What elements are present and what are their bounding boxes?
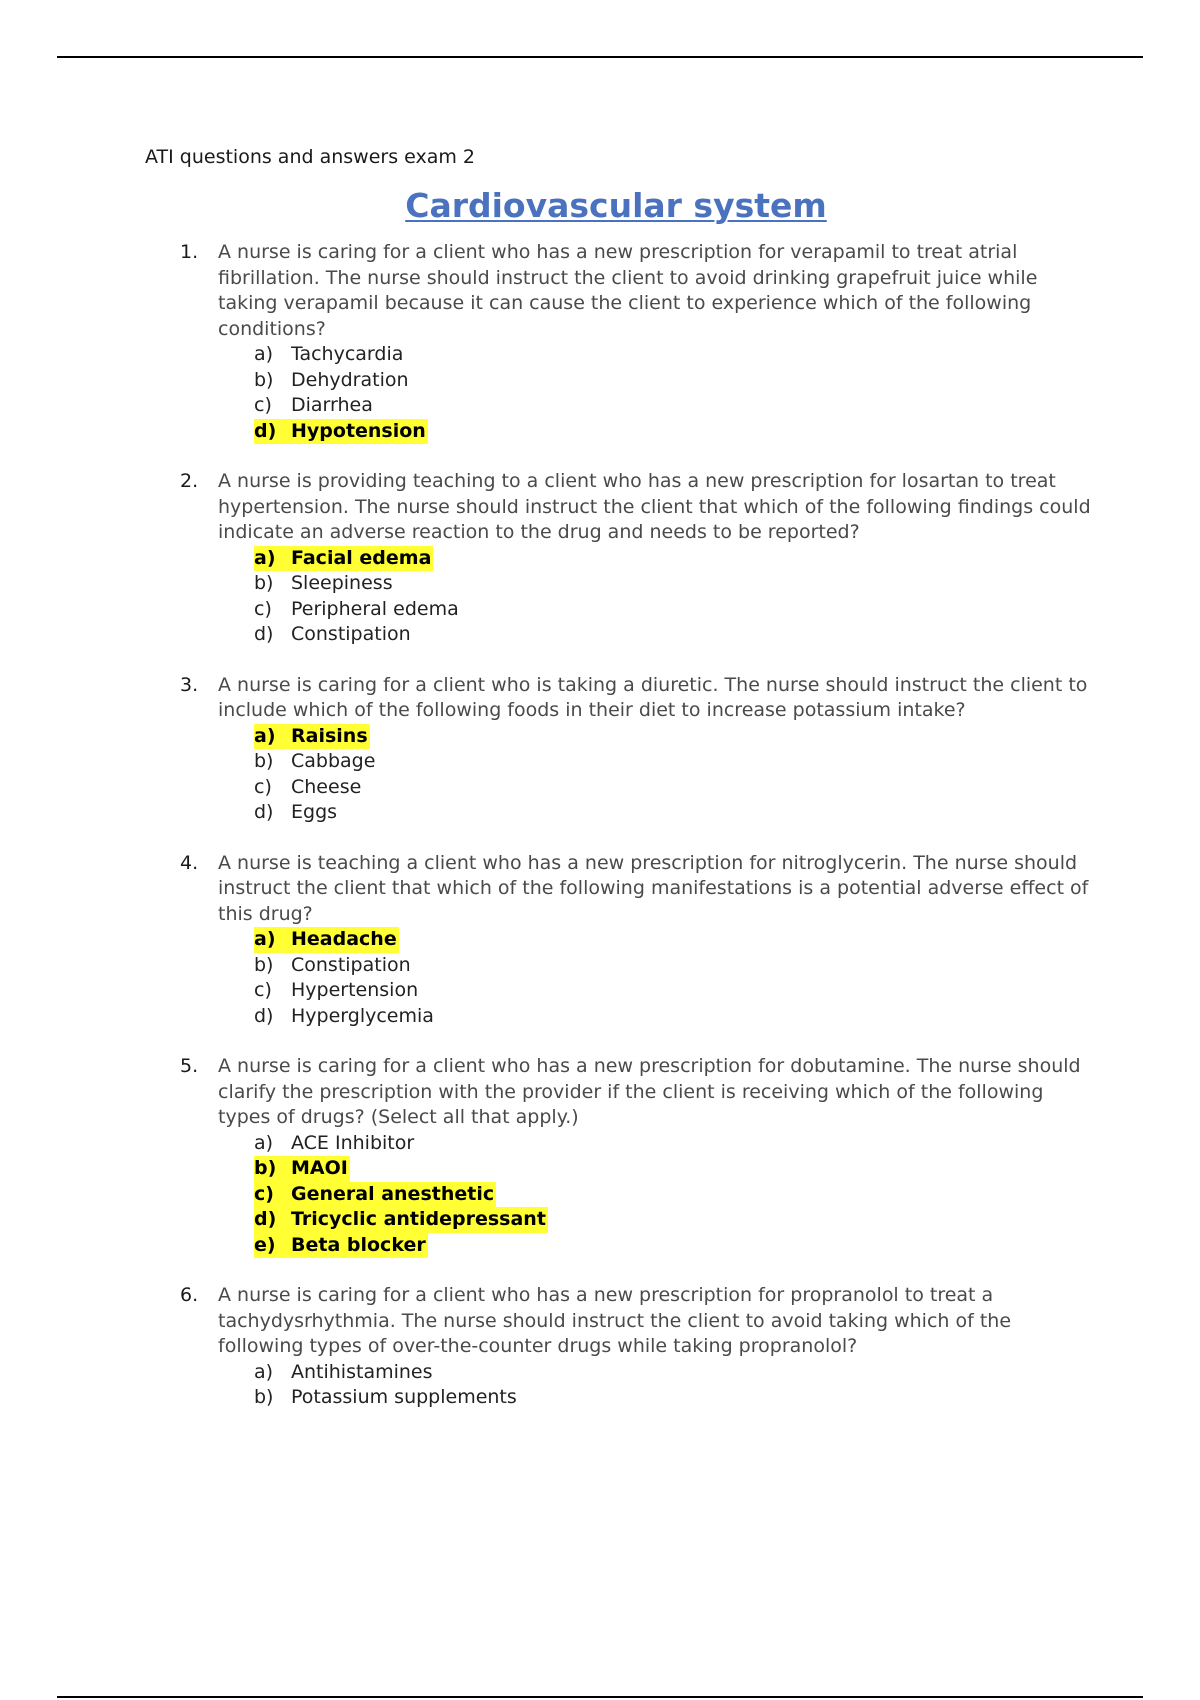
- answer-option-content: [254, 927, 399, 953]
- answer-option-content: [254, 597, 461, 623]
- answer-letter: b): [254, 572, 274, 594]
- answer-option-content: [254, 1182, 496, 1208]
- answer-option: [254, 597, 1100, 623]
- answer-letter: d): [254, 801, 274, 823]
- answer-option: [254, 953, 1100, 979]
- answer-text: MAOI: [291, 1157, 348, 1179]
- answer-option: [254, 800, 1100, 826]
- answer-option-content: [254, 1131, 416, 1157]
- answer-text: Constipation: [291, 623, 411, 645]
- answer-option: [254, 393, 1100, 419]
- answer-option-content: [254, 1004, 436, 1030]
- answer-text: Tachycardia: [291, 343, 404, 365]
- question-text: A nurse is caring for a client who has a new prescription for propranolol to treat a tachydysrhythmia. The nurse should instruct the client to avoid taking which of the following types of over-the-counter drugs while taking propranolol?: [218, 1284, 1012, 1357]
- question-item: [180, 851, 1100, 1030]
- question-text: A nurse is caring for a client who has a new prescription for dobutamine. The nurse should clarify the prescription with the provider if the client is receiving which of the following types of drugs? (Select all that apply.): [218, 1055, 1081, 1128]
- answer-text: Peripheral edema: [291, 597, 459, 620]
- answer-option: [254, 749, 1100, 775]
- answer-option: [254, 571, 1100, 597]
- answer-option: [254, 1004, 1100, 1030]
- answer-text: Hypotension: [291, 419, 426, 442]
- answer-text: Potassium supplements: [291, 1386, 517, 1408]
- answer-letter: d): [254, 1004, 274, 1027]
- answer-text: Diarrhea: [291, 394, 373, 416]
- answer-text: Raisins: [291, 724, 368, 747]
- answer-option-correct: [254, 724, 1100, 750]
- question-number: 4.: [180, 851, 199, 874]
- answer-option-content: [254, 953, 413, 979]
- answer-option-content: [254, 800, 339, 826]
- answer-option-content: [254, 1156, 350, 1182]
- answer-letter: b): [254, 953, 274, 976]
- answer-text: Cheese: [291, 775, 362, 798]
- answer-letter: a): [254, 928, 276, 950]
- question-list: [180, 240, 1100, 1436]
- answer-option: [254, 342, 1100, 368]
- question-number: 3.: [180, 673, 199, 696]
- answer-options: [218, 546, 1100, 648]
- answer-text: Eggs: [291, 801, 338, 823]
- answer-option-correct: [254, 546, 1100, 572]
- answer-option-correct: [254, 1207, 1100, 1233]
- answer-option-content: [254, 368, 411, 394]
- answer-option-content: [254, 571, 395, 597]
- answer-text: Antihistamines: [291, 1360, 433, 1383]
- answer-option-content: [254, 342, 405, 368]
- answer-text: Hypertension: [291, 979, 419, 1001]
- question-text: A nurse is caring for a client who is taking a diuretic. The nurse should instruct the client to include which of the following foods in their diet to increase potassium intake?: [218, 673, 1088, 721]
- answer-letter: d): [254, 1208, 277, 1230]
- question-text: A nurse is caring for a client who has a new prescription for verapamil to treat atrial fibrillation. The nurse should instruct the client to avoid drinking grapefruit juice while taking verapamil because it can cause the client to experience which of the following conditions?: [218, 241, 1038, 340]
- answer-letter: a): [254, 1360, 274, 1383]
- answer-text: Hyperglycemia: [291, 1004, 434, 1027]
- answer-letter: c): [254, 394, 272, 416]
- answer-letter: c): [254, 775, 272, 798]
- answer-option-content: [254, 724, 370, 750]
- answer-text: General anesthetic: [291, 1182, 495, 1205]
- answer-options: [218, 1131, 1100, 1259]
- answer-text: Cabbage: [291, 750, 376, 772]
- answer-options: [218, 927, 1100, 1029]
- answer-text: ACE Inhibitor: [291, 1131, 415, 1154]
- answer-letter: d): [254, 419, 277, 442]
- answer-option: [254, 1385, 1100, 1411]
- answer-option-correct: [254, 419, 1100, 445]
- answer-option: [254, 622, 1100, 648]
- answer-option-content: [254, 393, 375, 419]
- question-number: 6.: [180, 1284, 199, 1306]
- question-number: 5.: [180, 1055, 199, 1077]
- answer-option-content: [254, 775, 363, 801]
- answer-option-content: [254, 622, 413, 648]
- answer-letter: b): [254, 750, 274, 772]
- answer-option: [254, 1360, 1100, 1386]
- question-item: [180, 240, 1100, 444]
- footer-rule: [57, 1696, 1143, 1698]
- question-text: A nurse is providing teaching to a client who has a new prescription for losartan to treat hypertension. The nurse should instruct the client that which of the following findings could indicate an adverse reaction to the drug and needs to be reported?: [218, 470, 1091, 543]
- question-number: 2.: [180, 470, 199, 492]
- answer-letter: a): [254, 343, 274, 365]
- page-title: Cardiovascular system: [405, 186, 827, 225]
- answer-text: Beta blocker: [291, 1233, 426, 1256]
- answer-option-correct: [254, 1182, 1100, 1208]
- answer-letter: c): [254, 597, 272, 620]
- answer-letter: b): [254, 1157, 277, 1179]
- question-item: [180, 1283, 1100, 1411]
- question-item: [180, 469, 1100, 648]
- answer-letter: a): [254, 546, 276, 569]
- answer-option-content: [254, 419, 428, 445]
- header-rule: [57, 56, 1143, 58]
- answer-letter: c): [254, 1182, 274, 1205]
- answer-option-correct: [254, 1156, 1100, 1182]
- answer-text: Dehydration: [291, 368, 409, 391]
- answer-option-content: [254, 1360, 435, 1386]
- answer-option: [254, 1131, 1100, 1157]
- answer-option-content: [254, 1207, 548, 1233]
- question-text: A nurse is teaching a client who has a new prescription for nitroglycerin. The nurse should instruct the client that which of the following manifestations is a potential adverse effect of this drug?: [218, 851, 1089, 925]
- document-label: ATI questions and answers exam 2: [145, 146, 476, 168]
- answer-text: Constipation: [291, 953, 411, 976]
- question-item: [180, 1054, 1100, 1258]
- answer-text: Sleepiness: [291, 572, 393, 594]
- answer-letter: b): [254, 368, 274, 391]
- answer-letter: c): [254, 979, 272, 1001]
- answer-option: [254, 775, 1100, 801]
- answer-option-content: [254, 978, 420, 1004]
- answer-option-content: [254, 749, 377, 775]
- answer-text: Headache: [291, 928, 397, 950]
- answer-letter: a): [254, 724, 276, 747]
- answer-text: Tricyclic antidepressant: [291, 1208, 546, 1230]
- answer-option-content: [254, 1233, 428, 1259]
- answer-options: [218, 342, 1100, 444]
- question-item: [180, 673, 1100, 826]
- answer-option-content: [254, 1385, 519, 1411]
- answer-letter: a): [254, 1131, 274, 1154]
- answer-option-correct: [254, 1233, 1100, 1259]
- answer-letter: b): [254, 1386, 274, 1408]
- answer-option-correct: [254, 927, 1100, 953]
- answer-text: Facial edema: [291, 546, 432, 569]
- answer-options: [218, 1360, 1100, 1411]
- answer-letter: e): [254, 1233, 276, 1256]
- answer-options: [218, 724, 1100, 826]
- answer-option: [254, 978, 1100, 1004]
- answer-option-content: [254, 546, 433, 572]
- answer-option: [254, 368, 1100, 394]
- question-number: 1.: [180, 241, 199, 263]
- answer-letter: d): [254, 623, 274, 645]
